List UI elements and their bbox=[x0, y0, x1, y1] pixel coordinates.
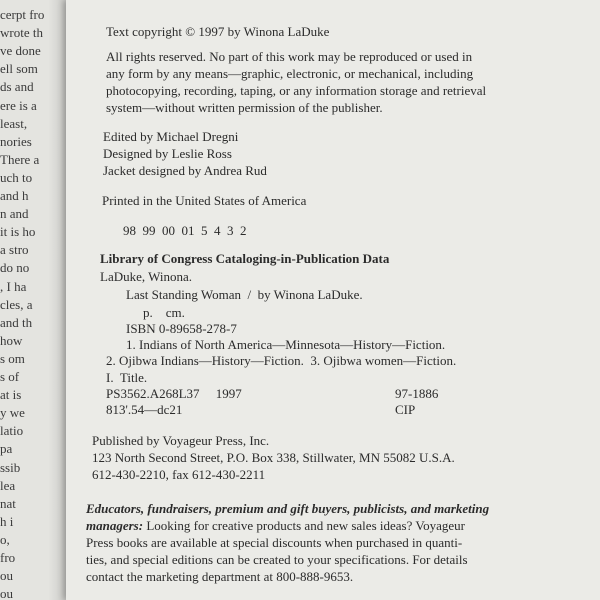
credit-editor: Edited by Michael Dregni bbox=[103, 129, 239, 144]
underlying-page-line: latio bbox=[0, 423, 24, 439]
cip-dewey: 813'.54—dc21 bbox=[106, 402, 183, 417]
cip-isbn: ISBN 0-89658-278-7 bbox=[126, 321, 237, 336]
underlying-page-line: cerpt fro bbox=[0, 7, 45, 22]
underlying-page-line: s om bbox=[0, 350, 25, 366]
underlying-page-line: least, bbox=[0, 115, 28, 131]
underlying-page-line: nat bbox=[0, 495, 16, 511]
printed-line: Printed in the United States of America bbox=[102, 193, 307, 208]
underlying-page-line: nories bbox=[0, 133, 32, 149]
publisher-name: Published by Voyageur Press, Inc. bbox=[92, 433, 270, 448]
cip-subject-1: 1. Indians of North America—Minnesota—History—Fiction. bbox=[126, 337, 446, 352]
underlying-page-line: h i bbox=[0, 513, 14, 529]
underlying-page-line: , I ha bbox=[0, 278, 27, 294]
rights-line-2: any form by any means—graphic, electronic, or mechanical, including bbox=[106, 66, 474, 81]
underlying-page-line: ere is a bbox=[0, 97, 37, 113]
underlying-page-line: it is ho bbox=[0, 224, 36, 240]
underlying-page-line: n and bbox=[0, 206, 29, 222]
underlying-page-line: fro bbox=[0, 550, 16, 565]
underlying-page-line: uch to bbox=[0, 169, 33, 185]
underlying-page-line: wrote th bbox=[0, 25, 43, 41]
sales-line-2: Press books are available at special discounts when purchased in quanti- bbox=[86, 535, 463, 550]
underlying-page-line: at is bbox=[0, 387, 22, 403]
copyright-page bbox=[66, 0, 600, 600]
cip-title: I. Title. bbox=[106, 370, 148, 385]
sales-line-1 bbox=[86, 517, 465, 534]
cip-author: LaDuke, Winona. bbox=[100, 269, 193, 284]
underlying-page-line: and h bbox=[0, 188, 29, 203]
credit-jacket: Jacket designed by Andrea Rud bbox=[103, 163, 267, 178]
cip-lccn: 97-1886 bbox=[395, 386, 439, 401]
sales-line-4: contact the marketing department at 800-888-9653. bbox=[86, 569, 354, 584]
underlying-page-line: do no bbox=[0, 260, 30, 276]
underlying-page-line: and th bbox=[0, 314, 33, 330]
cip-heading: Library of Congress Cataloging-in-Publication Data bbox=[100, 251, 390, 266]
sales-rest: Looking for creative products and new sales ideas? Voyageur bbox=[143, 518, 465, 533]
underlying-page-line: o, bbox=[0, 531, 10, 547]
underlying-page-line: ve done bbox=[0, 43, 41, 59]
underlying-page-line: pa bbox=[0, 441, 13, 457]
underlying-page bbox=[0, 0, 70, 600]
underlying-page-line: ou bbox=[0, 568, 13, 584]
sales-line-3: ties, and special editions can be created to your specifications. For details bbox=[86, 552, 468, 567]
sales-lead: Educators, fundraisers, premium and gift buyers, publicists, and marketing bbox=[86, 501, 490, 516]
underlying-page-line: y we bbox=[0, 405, 25, 421]
copyright-line: Text copyright © 1997 by Winona LaDuke bbox=[106, 24, 330, 39]
sales-lead-2: managers: bbox=[86, 518, 144, 533]
publisher-address: 123 North Second Street, P.O. Box 338, Stillwater, MN 55082 U.S.A. bbox=[92, 450, 455, 465]
underlying-page-line: how bbox=[0, 332, 23, 348]
cip-title-line: Last Standing Woman / by Winona LaDuke. bbox=[126, 287, 363, 302]
underlying-page-line: There a bbox=[0, 151, 40, 167]
rights-line-4: system—without written permission of the publisher. bbox=[106, 100, 383, 115]
cip-pages: p. cm. bbox=[143, 305, 185, 320]
underlying-page-line: ds and bbox=[0, 79, 34, 95]
underlying-page-line: ell som bbox=[0, 61, 38, 77]
cip-label: CIP bbox=[395, 402, 416, 417]
cip-classification: PS3562.A268L37 1997 bbox=[106, 386, 242, 401]
cip-subject-2: 2. Ojibwa Indians—History—Fiction. 3. Ojibwa women—Fiction. bbox=[106, 353, 457, 368]
underlying-page-line: lea bbox=[0, 477, 16, 493]
underlying-page-line: ou bbox=[0, 586, 13, 600]
rights-line-3: photocopying, recording, taping, or any information storage and retrieval bbox=[106, 83, 487, 98]
credit-designer: Designed by Leslie Ross bbox=[103, 146, 232, 161]
publisher-phone: 612-430-2210, fax 612-430-2211 bbox=[92, 467, 266, 482]
underlying-page-line: a stro bbox=[0, 242, 29, 258]
underlying-page-line: ssib bbox=[0, 459, 21, 475]
print-numbers: 98 99 00 01 5 4 3 2 bbox=[123, 223, 247, 238]
underlying-page-line: cles, a bbox=[0, 296, 33, 312]
underlying-page-line: s of bbox=[0, 369, 20, 384]
rights-line-1: All rights reserved. No part of this work may be reproduced or used in bbox=[106, 49, 473, 64]
